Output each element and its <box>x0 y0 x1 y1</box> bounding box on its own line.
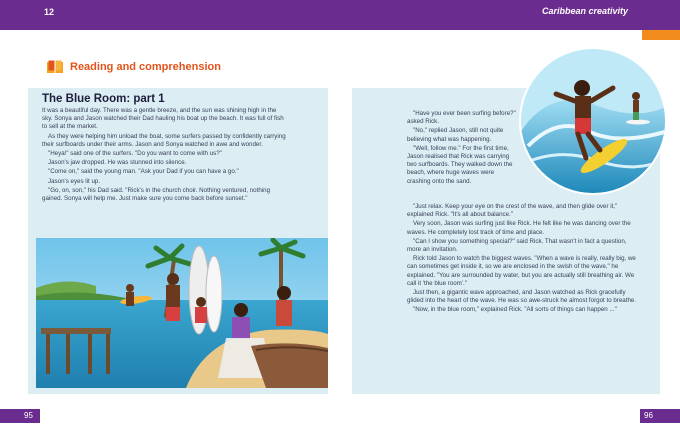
section-heading <box>46 60 221 74</box>
story-left-column <box>42 107 286 204</box>
footer-right-page <box>640 409 680 423</box>
story-paragraph: "Now, in the blue room," explained Rick. "All sorts of things can happen ..." <box>413 306 617 314</box>
story-paragraph: "Have you ever been surfing before?" asked Rick. <box>407 110 516 126</box>
header-section-title: Caribbean creativity <box>541 6 628 16</box>
story-paragraph: "Just relax. Keep your eye on the crest of the wave, and then glide over it," explained Rick. "It's all about balance." <box>407 203 618 219</box>
story-paragraph: "No," replied Jason, still not quite believing what was happening. <box>407 127 504 143</box>
story-paragraph: Jason's eyes lit up. <box>48 177 101 185</box>
story-paragraph: "Come on," said the young man. "Ask your Dad if you can have a go." <box>48 168 239 176</box>
story-paragraph: Very soon, Jason was surfing just like Rick. He felt like he was dancing over the waves. He completely lost track of time and place. <box>407 220 631 236</box>
orange-tab <box>642 30 680 40</box>
beach-illustration <box>36 238 328 388</box>
section-heading-label: Reading and comprehension <box>70 61 221 73</box>
footer-left-page <box>0 409 40 423</box>
story-paragraph: Just then, a gigantic wave approached, and Jason watched as Rick gracefully glided into the heart of the wave. He was so awe-struck he almost forgot to breathe. <box>407 289 637 305</box>
footer-left-page-number: 95 <box>24 411 33 420</box>
footer-right-page-number: 96 <box>644 411 653 420</box>
story-paragraph: "Well, follow me." For the first time, Jason realised that Rick was carrying two surfboards. They walked down the beach, where huge waves were crashing onto the sand. <box>407 144 513 185</box>
story-paragraph: It was a beautiful day. There was a gentle breeze, and the sun was shining high in the sky. Sonya and Jason watched their Dad hauling his boat up the beach. It was full of fish to sell at the market. <box>42 107 284 131</box>
story-paragraph: "Can I show you something special?" said Rick. That wasn't in fact a question, more an invitation. <box>407 237 627 254</box>
header-page-number: 12 <box>44 7 55 17</box>
book-icon <box>46 60 64 74</box>
story-right-column-bottom <box>407 203 639 316</box>
story-right-column-top <box>407 110 517 187</box>
story-paragraph: Rick told Jason to watch the biggest waves. "When a wave is really, really big, we can sometimes get inside it, so we are enclosed in the swish of the wave," he explained. "You are surrounded by water, but you are actually still breathing air. We call it 'the blue room'." <box>407 255 636 287</box>
story-paragraph: Jason's jaw dropped. He was stunned into silence. <box>48 159 187 167</box>
header-bar <box>0 0 680 30</box>
story-paragraph: As they were helping him unload the boat, some surfers passed by confidently carrying their surfboards under their arms. Jason and Sonya watched in awe and wonder. <box>42 132 286 148</box>
story-title: The Blue Room: part 1 <box>42 93 165 105</box>
surfing-illustration <box>518 46 668 196</box>
story-paragraph: "Heya!" said one of the surfers. "Do you want to come with us?" <box>48 150 222 158</box>
story-paragraph: "Go, on, son," his Dad said. "Rick's in the church choir. Nothing ventured, nothing gained. Sonya will help me. Just make sure you come back before sunset." <box>42 186 271 203</box>
